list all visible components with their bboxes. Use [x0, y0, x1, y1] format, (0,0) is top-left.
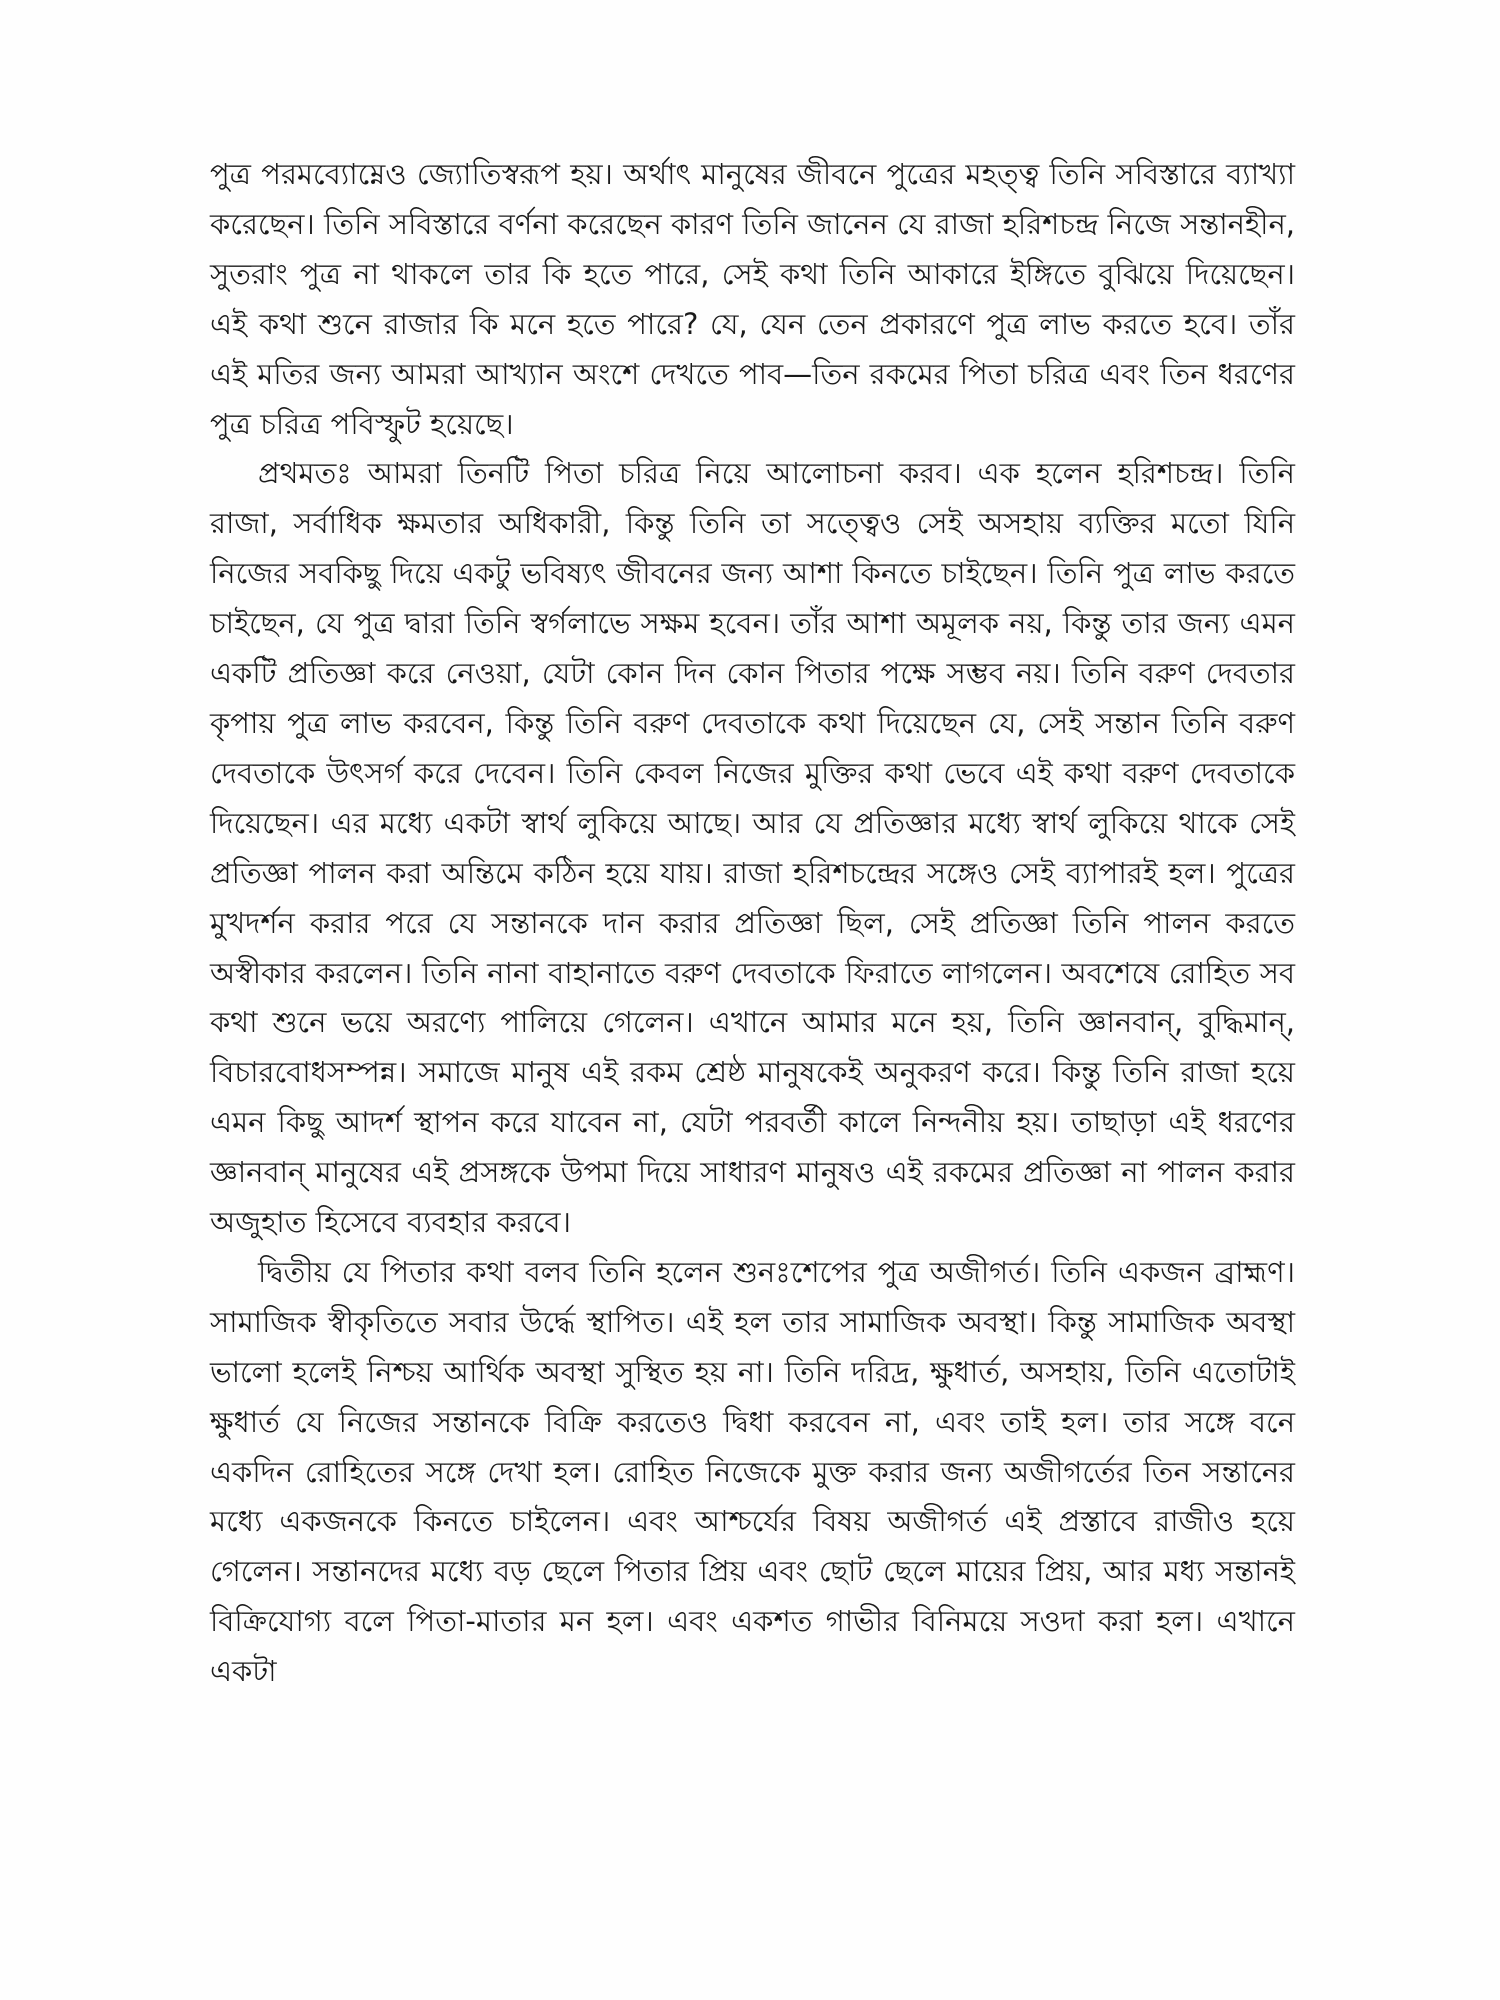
paragraph-3: দ্বিতীয় যে পিতার কথা বলব তিনি হলেন শুনঃশেপের পুত্র অজীগর্ত। তিনি একজন ব্রাহ্মণ। সামাজিক স্বীকৃতিতে সবার উর্দ্ধে স্থাপিত। এই হল তার সামাজিক অবস্থা। কিন্তু সামাজিক অবস্থা ভালো হলেই নিশ্চয় আর্থিক অবস্থা সুস্থিত হয় না। তিনি দরিদ্র, ক্ষুধার্ত, অসহায়, তিনি এতোটাই ক্ষুধার্ত যে নিজের সন্তানকে বিক্রি করতেও দ্বিধা করবেন না, এবং তাই হল। তার সঙ্গে বনে একদিন রোহিতের সঙ্গে দেখা হল। রোহিত নিজেকে মুক্ত করার জন্য অজীগর্তের তিন সন্তানের মধ্যে একজনকে কিনতে চাইলেন। এবং আশ্চর্যের বিষয় অজীগর্ত এই প্রস্তাবে রাজীও হয়ে গেলেন। সন্তানদের মধ্যে বড় ছেলে পিতার প্রিয় এবং ছোট ছেলে মায়ের প্রিয়, আর মধ্য সন্তানই বিক্রিযোগ্য বলে পিতা-মাতার মন হল। এবং একশত গাভীর বিনিময়ে সওদা করা হল। এখানে একটা — [210, 1254, 1295, 1689]
body-text — [210, 150, 1295, 1697]
paragraph-2: প্রথমতঃ আমরা তিনটি পিতা চরিত্র নিয়ে আলোচনা করব। এক হলেন হরিশচন্দ্র। তিনি রাজা, সর্বাধিক ক্ষমতার অধিকারী, কিন্তু তিনি তা সত্ত্বেও সেই অসহায় ব্যক্তির মতো যিনি নিজের সবকিছু দিয়ে একটু ভবিষ্যৎ জীবনের জন্য আশা কিনতে চাইছেন। তিনি পুত্র লাভ করতে চাইছেন, যে পুত্র দ্বারা তিনি স্বর্গলাভে সক্ষম হবেন। তাঁর আশা অমূলক নয়, কিন্তু তার জন্য এমন একটি প্রতিজ্ঞা করে নেওয়া, যেটা কোন দিন কোন পিতার পক্ষে সম্ভব নয়। তিনি বরুণ দেবতার কৃপায় পুত্র লাভ করবেন, কিন্তু তিনি বরুণ দেবতাকে কথা দিয়েছেন যে, সেই সন্তান তিনি বরুণ দেবতাকে উৎসর্গ করে দেবেন। তিনি কেবল নিজের মুক্তির কথা ভেবে এই কথা বরুণ দেবতাকে দিয়েছেন। এর মধ্যে একটা স্বার্থ লুকিয়ে আছে। আর যে প্রতিজ্ঞার মধ্যে স্বার্থ লুকিয়ে থাকে সেই প্রতিজ্ঞা পালন করা অন্তিমে কঠিন হয়ে যায়। রাজা হরিশচন্দ্রের সঙ্গেও সেই ব্যাপারই হল। পুত্রের মুখদর্শন করার পরে যে সন্তানকে দান করার প্রতিজ্ঞা ছিল, সেই প্রতিজ্ঞা তিনি পালন করতে অস্বীকার করলেন। তিনি নানা বাহানাতে বরুণ দেবতাকে ফিরাতে লাগলেন। অবশেষে রোহিত সব কথা শুনে ভয়ে অরণ্যে পালিয়ে গেলেন। এখানে আমার মনে হয়, তিনি জ্ঞানবান্, বুদ্ধিমান্, বিচারবোধসম্পন্ন। সমাজে মানুষ এই রকম শ্রেষ্ঠ মানুষকেই অনুকরণ করে। কিন্তু তিনি রাজা হয়ে এমন কিছু আদর্শ স্থাপন করে যাবেন না, যেটা পরবর্তী কালে নিন্দনীয় হয়। তাছাড়া এই ধরণের জ্ঞানবান্ মানুষের এই প্রসঙ্গকে উপমা দিয়ে সাধারণ মানুষও এই রকমের প্রতিজ্ঞা না পালন করার অজুহাত হিসেবে ব্যবহার করবে। — [210, 456, 1295, 1240]
paragraph-1: পুত্র পরমব্যোম্নেও জ্যোতিস্বরূপ হয়। অর্থাৎ মানুষের জীবনে পুত্রের মহত্ত্ব তিনি সবিস্তারে ব্যাখ্যা করেছেন। তিনি সবিস্তারে বর্ণনা করেছেন কারণ তিনি জানেন যে রাজা হরিশচন্দ্র নিজে সন্তানহীন, সুতরাং পুত্র না থাকলে তার কি হতে পারে, সেই কথা তিনি আকারে ইঙ্গিতে বুঝিয়ে দিয়েছেন। এই কথা শুনে রাজার কি মনে হতে পারে? যে, যেন তেন প্রকারণে পুত্র লাভ করতে হবে। তাঁর এই মতির জন্য আমরা আখ্যান অংশে দেখতে পাব—তিন রকমের পিতা চরিত্র এবং তিন ধরণের পুত্র চরিত্র পবিস্ফুট হয়েছে। — [210, 157, 1295, 441]
